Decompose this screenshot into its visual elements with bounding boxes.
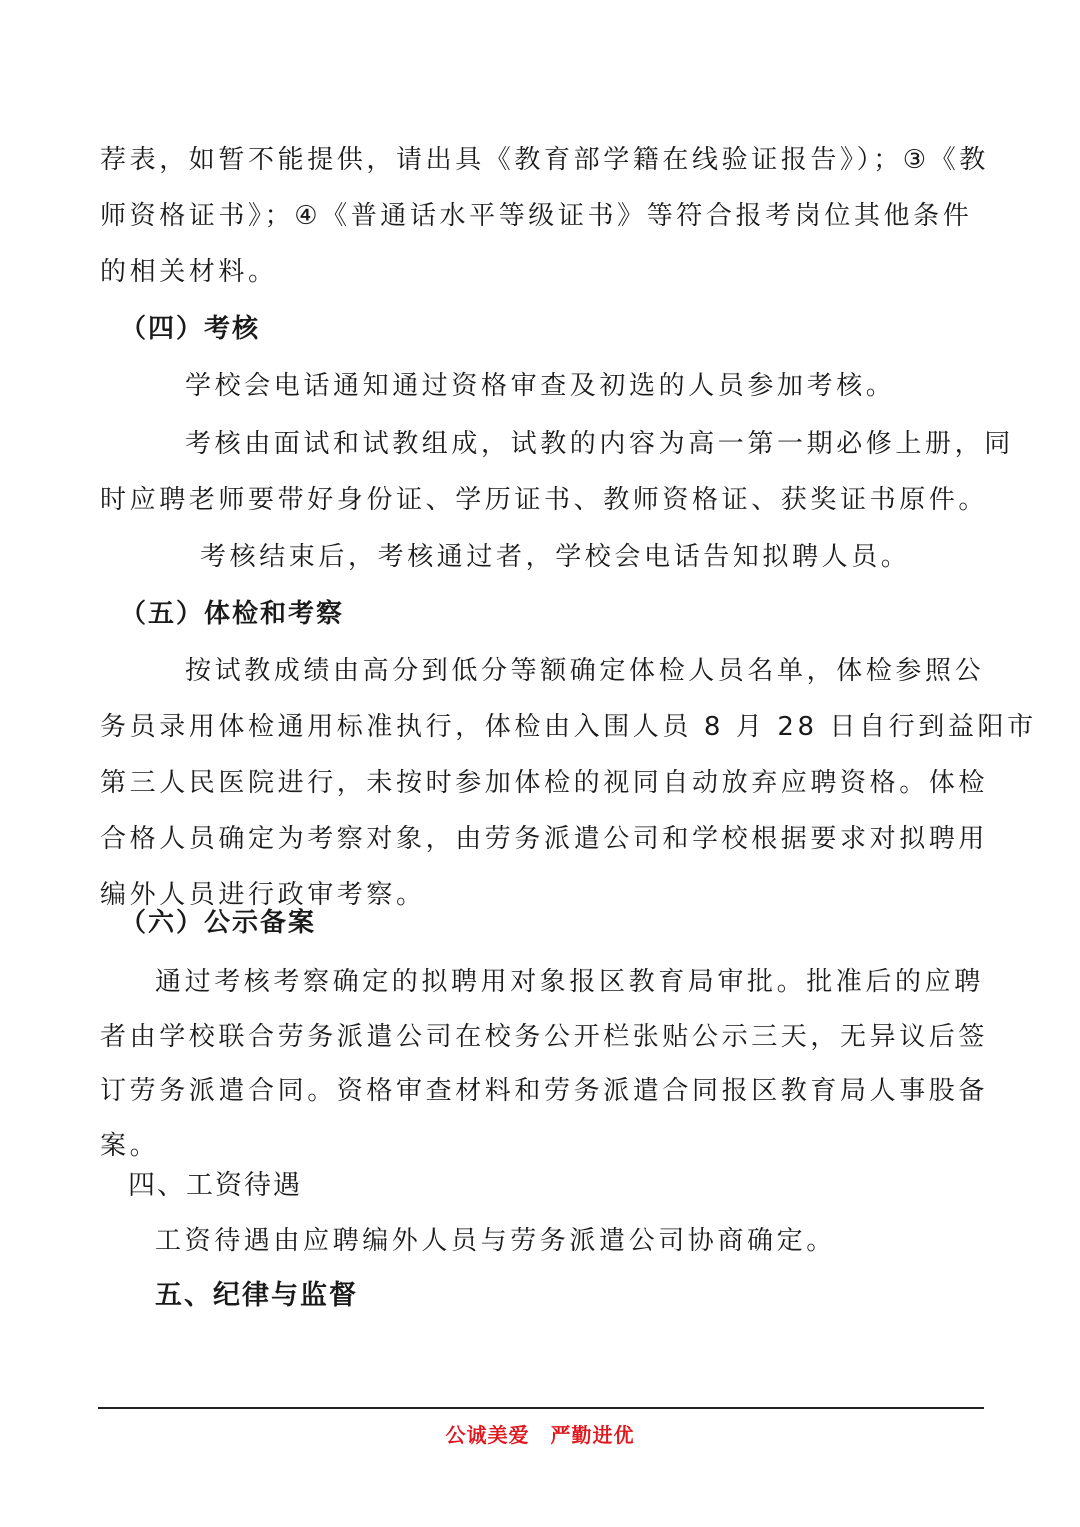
chapter-heading-discipline: 五、纪律与监督 [155,1280,358,1311]
paragraph-line: 学校会电话通知通过资格审查及初选的人员参加考核。 [185,371,896,401]
paragraph-line: 第三人民医院进行，未按时参加体检的视同自动放弃应聘资格。体检 [100,768,989,798]
paragraph-line: 师资格证书》；④《普通话水平等级证书》等符合报考岗位其他条件 [100,201,973,231]
paragraph-line: 者由学校联合劳务派遣公司在校务公开栏张贴公示三天，无异议后签 [100,1022,989,1052]
paragraph-line: 订劳务派遣合同。资格审查材料和劳务派遣合同报区教育局人事股备 [100,1076,989,1106]
section-heading-public-notice: （六）公示备案 [120,908,317,938]
chapter-heading-salary: 四、工资待遇 [128,1170,302,1201]
paragraph-line: 编外人员进行政审考察。 [100,880,426,910]
paragraph-line: 合格人员确定为考察对象，由劳务派遣公司和学校根据要求对拟聘用 [100,824,989,854]
paragraph-line: 务员录用体检通用标准执行，体检由入围人员 8 月 28 日自行到益阳市 [100,712,1037,742]
section-heading-assessment: （四）考核 [120,314,261,344]
paragraph-line: 考核结束后，考核通过者，学校会电话告知拟聘人员。 [200,542,911,572]
paragraph-line: 案。 [100,1131,160,1161]
paragraph-line: 荐表，如暂不能提供，请出具《教育部学籍在线验证报告》）；③《教 [100,145,989,175]
paragraph-line: 的相关材料。 [100,257,278,287]
section-heading-medical-check: （五）体检和考察 [120,599,345,629]
paragraph-line: 时应聘老师要带好身份证、学历证书、教师资格证、获奖证书原件。 [100,485,989,515]
footer-slogan: 公诚美爱 严勤进优 [445,1423,635,1447]
footer-divider [98,1407,984,1409]
paragraph-line: 工资待遇由应聘编外人员与劳务派遣公司协商确定。 [155,1226,836,1256]
paragraph-line: 通过考核考察确定的拟聘用对象报区教育局审批。批准后的应聘 [155,967,984,997]
paragraph-line: 考核由面试和试教组成，试教的内容为高一第一期必修上册，同 [185,429,1014,459]
paragraph-line: 按试教成绩由高分到低分等额确定体检人员名单，体检参照公 [185,656,985,686]
